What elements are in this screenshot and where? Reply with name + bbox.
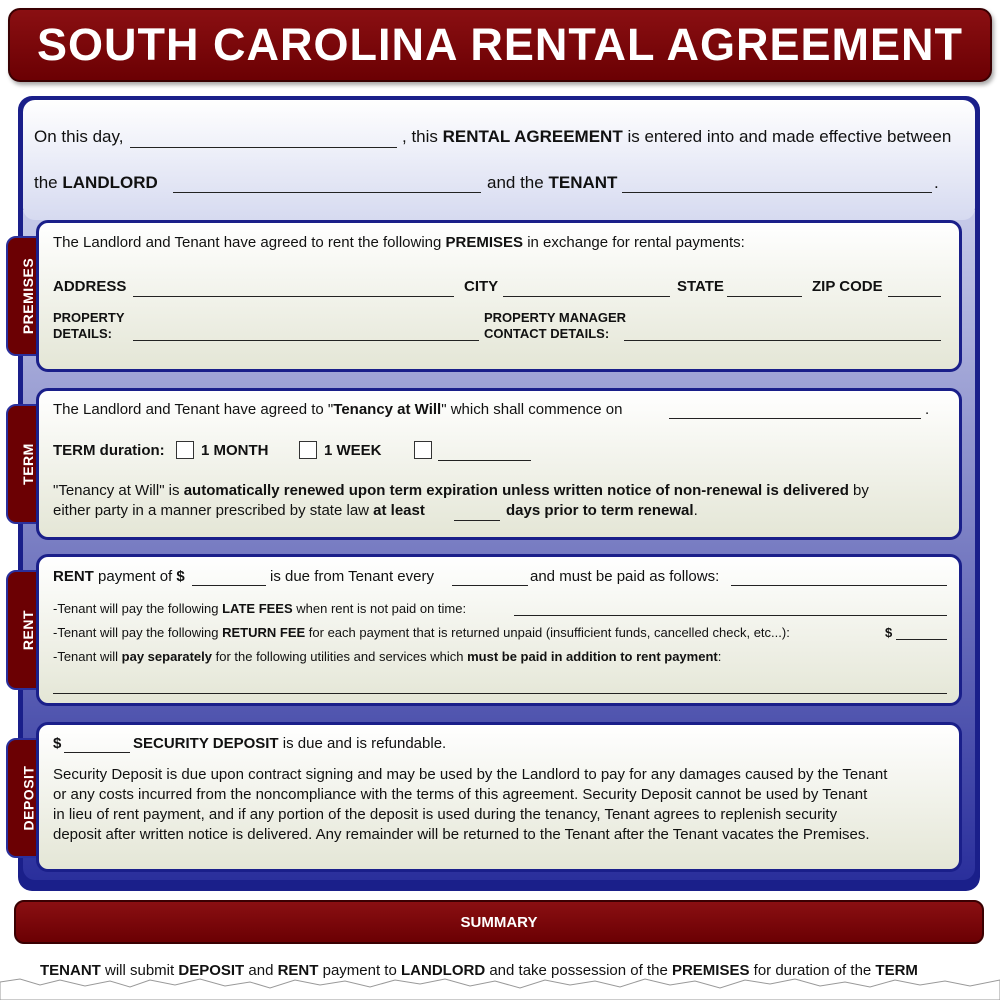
tab-term: TERM bbox=[6, 404, 50, 524]
summary-banner bbox=[14, 900, 984, 944]
rent-amount-field[interactable] bbox=[192, 585, 266, 586]
intro-panel bbox=[23, 100, 975, 220]
summary-text: TENANT will submit DEPOSIT and RENT payment to LANDLORD and take possession of the PREMISES for duration of the TERM bbox=[40, 962, 918, 979]
deposit-text-3: in lieu of rent payment, and if any portion of the deposit is used during the tenancy, Tenant agrees to replenish security bbox=[53, 806, 838, 823]
torn-edge bbox=[0, 976, 1000, 1000]
utilities-field[interactable] bbox=[53, 693, 947, 694]
return-fee-field[interactable] bbox=[896, 639, 947, 640]
deposit-text-4: deposit after written notice is delivered. Any remainder will be returned to the Tenant after the Tenant vacates the Premises. bbox=[53, 826, 870, 843]
payment-method-field[interactable] bbox=[731, 585, 947, 586]
document-title: SOUTH CAROLINA RENTAL AGREEMENT bbox=[37, 19, 963, 70]
address-label: ADDRESS bbox=[53, 278, 127, 295]
return-fee-line: -Tenant will pay the following RETURN FEE for each payment that is returned unpaid (insufficient funds, cancelled check, etc...): bbox=[53, 625, 790, 640]
landlord-field[interactable] bbox=[173, 192, 481, 193]
intro-text: On this day, bbox=[34, 127, 124, 146]
term-period: . bbox=[925, 401, 930, 418]
term-line-3: "Tenancy at Will" is automatically renewed upon term expiration unless written notice of non-renewal is delivered by bbox=[53, 482, 869, 499]
rent-line-1b: is due from Tenant every bbox=[270, 568, 434, 585]
return-fee-dollar: $ bbox=[885, 625, 893, 640]
city-label: CITY bbox=[464, 278, 499, 295]
premises-intro: The Landlord and Tenant have agreed to rent the following PREMISES in exchange for rental payments: bbox=[53, 234, 745, 251]
commence-date-field[interactable] bbox=[669, 418, 921, 419]
deposit-line-1: SECURITY DEPOSIT is due and is refundable. bbox=[133, 735, 447, 752]
option-1-month: 1 MONTH bbox=[201, 442, 269, 459]
rent-frequency-field[interactable] bbox=[452, 585, 528, 586]
checkbox-1-week[interactable] bbox=[299, 441, 317, 459]
late-fees-line: -Tenant will pay the following LATE FEES when rent is not paid on time: bbox=[53, 601, 467, 616]
property-details-field[interactable] bbox=[133, 340, 479, 341]
utilities-line: -Tenant will pay separately for the following utilities and services which must be paid in addition to rent payment: bbox=[53, 649, 722, 664]
zip-field[interactable] bbox=[888, 296, 941, 297]
state-label: STATE bbox=[677, 278, 724, 295]
property-manager-label: PROPERTY MANAGER bbox=[484, 310, 627, 325]
summary-title: SUMMARY bbox=[460, 913, 538, 931]
intro-line-2: the LANDLORD bbox=[34, 173, 158, 192]
deposit-amount-field[interactable] bbox=[64, 752, 130, 753]
zip-label: ZIP CODE bbox=[812, 278, 883, 295]
rent-line-1: RENT payment of $ bbox=[53, 568, 185, 585]
intro-period: . bbox=[934, 173, 939, 192]
rent-line-1c: and must be paid as follows: bbox=[530, 568, 720, 585]
date-field[interactable] bbox=[130, 147, 397, 148]
deposit-text-1: Security Deposit is due upon contract signing and may be used by the Landlord to pay for any damages caused by the Tenant bbox=[53, 766, 888, 783]
tenant-field[interactable] bbox=[622, 192, 932, 193]
contact-details-label: CONTACT DETAILS: bbox=[484, 326, 610, 341]
other-term-field[interactable] bbox=[438, 460, 531, 461]
term-line-4a: either party in a manner prescribed by state law at least bbox=[53, 502, 425, 519]
checkbox-1-month[interactable] bbox=[176, 441, 194, 459]
late-fees-field[interactable] bbox=[514, 615, 947, 616]
deposit-dollar: $ bbox=[53, 735, 62, 752]
contact-details-field[interactable] bbox=[624, 340, 941, 341]
city-field[interactable] bbox=[503, 296, 670, 297]
title-banner bbox=[8, 8, 992, 82]
tab-rent: RENT bbox=[6, 570, 50, 690]
state-field[interactable] bbox=[727, 296, 802, 297]
deposit-text-2: or any costs incurred from the noncompliance with the terms of this agreement. Security Deposit cannot be used by Tenant bbox=[53, 786, 868, 803]
intro-line-1b: , this RENTAL AGREEMENT is entered into and made effective between bbox=[402, 127, 952, 146]
tab-deposit: DEPOSIT bbox=[6, 738, 50, 858]
address-field[interactable] bbox=[133, 296, 454, 297]
tab-premises: PREMISES bbox=[6, 236, 50, 356]
property-details-label-2: DETAILS: bbox=[53, 326, 112, 341]
notice-days-field[interactable] bbox=[454, 520, 500, 521]
property-details-label: PROPERTY bbox=[53, 310, 125, 325]
option-1-week: 1 WEEK bbox=[324, 442, 382, 459]
intro-line-1 bbox=[34, 127, 123, 147]
term-line-1: The Landlord and Tenant have agreed to "Tenancy at Will" which shall commence on bbox=[53, 401, 623, 418]
term-line-4b: days prior to term renewal. bbox=[506, 502, 698, 519]
checkbox-other[interactable] bbox=[414, 441, 432, 459]
intro-line-2b: and the TENANT bbox=[487, 173, 618, 192]
term-duration-label: TERM duration: bbox=[53, 442, 165, 459]
